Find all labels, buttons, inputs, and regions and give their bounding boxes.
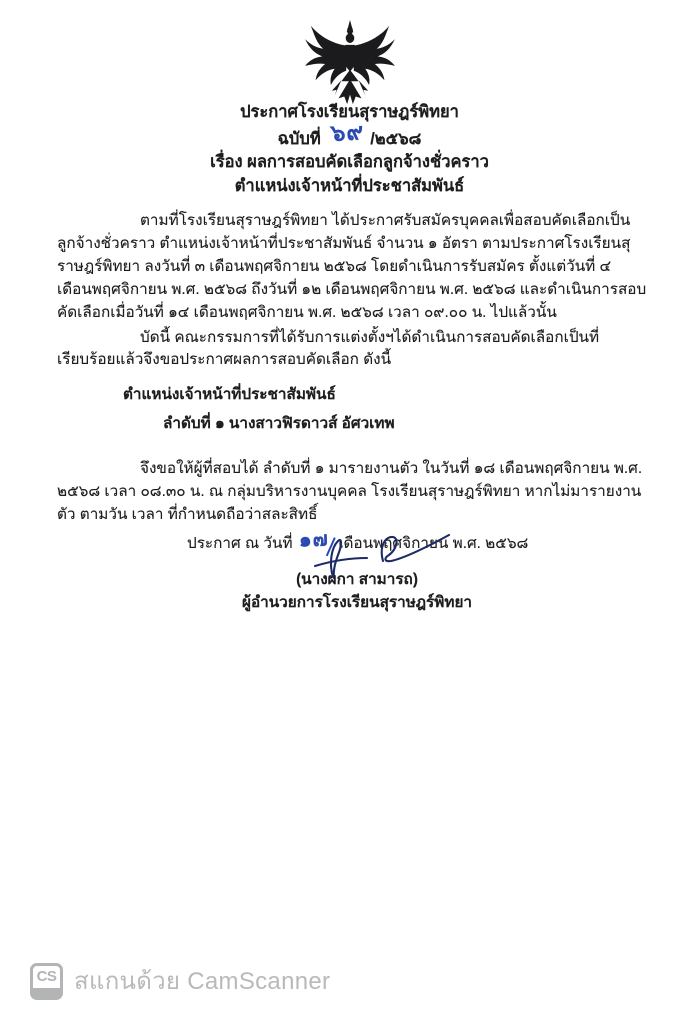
handwritten-number: ๖๙: [329, 117, 365, 147]
date-suffix: เดือนพฤศจิกายน พ.ศ. ๒๕๖๘: [338, 534, 529, 552]
document-title: ประกาศโรงเรียนสุราษฎร์พิทยา: [240, 103, 459, 121]
garuda-emblem-icon: [302, 20, 398, 108]
paragraph-intro: ตามที่โรงเรียนสุราษฎร์พิทยา ได้ประกาศรับสมัครบุคคลเพื่อสอบคัดเลือกเป็นลูกจ้างชั่วคราว ตำแหน่งเจ้าหน้าที่ประชาสัมพันธ์ จำนวน ๑ อัตรา ตามประกาศโรงเรียนสุราษฎร์พิทยา ลงวันที่ ๓ เดือนพฤศจิกายน ๒๕๖๘ โดยดำเนินการรับสมัคร ตั้งแต่วันที่ ๔ เดือนพฤศจิกายน พ.ศ. ๒๕๖๘ ถึงวันที่ ๑๒ เดือนพฤศจิกายน พ.ศ. ๒๕๖๘ และดำเนินการสอบคัดเลือกเมื่อวันที่ ๑๔ เดือนพฤศจิกายน พ.ศ. ๒๕๖๘ เวลา ๐๙.๐๐ น. ไปแล้วนั้น: [57, 212, 647, 321]
document-number-line: [0, 117, 699, 152]
camscanner-watermark: [0, 952, 699, 1024]
number-suffix: /๒๕๖๘: [370, 129, 422, 148]
camscanner-logo-icon: [30, 963, 63, 1000]
handwritten-date: ๑๗: [298, 526, 329, 552]
document-body: [57, 210, 649, 556]
camscanner-logo-text: CS: [36, 968, 57, 985]
paragraph-report: จึงขอให้ผู้ที่สอบได้ ลำดับที่ ๑ มารายงานตัว ในวันที่ ๑๘ เดือนพฤศจิกายน พ.ศ. ๒๕๖๘ เวลา ๐๘.๓๐ น. ณ กลุ่มบริหารงานบุคคล โรงเรียนสุราษฎร์พิทยา หากไม่มารายงานตัว ตามวัน เวลา ที่กำหนดถือว่าสละสิทธิ์: [57, 460, 643, 523]
result-line: ลำดับที่ ๑ นางสาวฟิรดาวส์ อัศวเทพ: [163, 415, 395, 433]
number-prefix: ฉบับที่: [277, 129, 321, 148]
subject-position-line: ตำแหน่งเจ้าหน้าที่ประชาสัมพันธ์: [234, 176, 465, 195]
camscanner-logo-strip: [32, 988, 61, 998]
signer-name: (นางผกา สามารถ): [296, 571, 418, 588]
position-heading: ตำแหน่งเจ้าหน้าที่ประชาสัมพันธ์: [123, 386, 336, 404]
paragraph-result-intro: บัดนี้ คณะกรรมการที่ได้รับการแต่งตั้งฯได้ดำเนินการสอบคัดเลือกเป็นที่เรียบร้อยแล้วจึงขอประกาศผลการสอบคัดเลือก ดังนี้: [57, 328, 600, 369]
signer-block: [217, 568, 497, 614]
camscanner-label: สแกนด้วย CamScanner: [74, 968, 331, 995]
signer-title: ผู้อำนวยการโรงเรียนสุราษฎร์พิทยา: [241, 594, 472, 611]
title-block: [0, 101, 699, 198]
date-prefix: ประกาศ ณ วันที่: [187, 534, 293, 552]
subject-line: เรื่อง ผลการสอบคัดเลือกลูกจ้างชั่วคราว: [210, 153, 489, 171]
